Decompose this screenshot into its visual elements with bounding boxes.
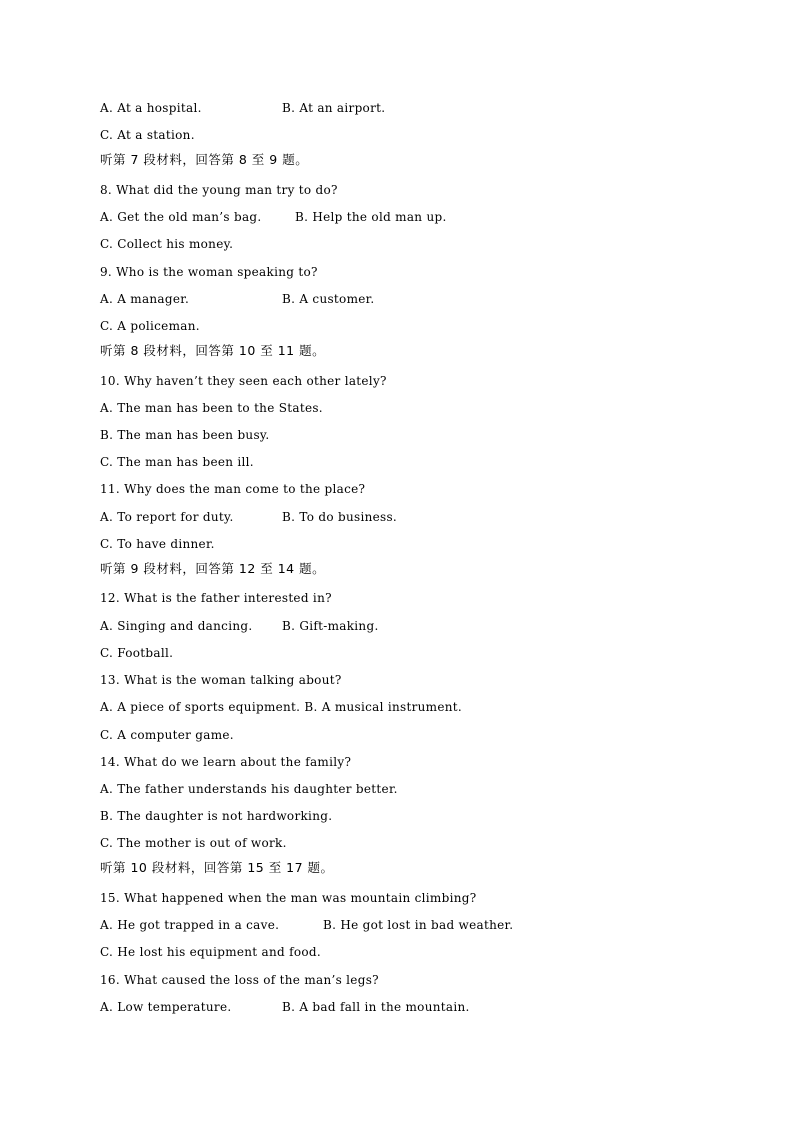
question-line: 12. What is the father interested in? [100, 591, 332, 605]
option-line: C. To have dinner. [100, 537, 215, 551]
option-line: C. He lost his equipment and food. [100, 945, 322, 959]
option-line: A. To report for duty. B. To do business. [100, 510, 398, 524]
section-heading: 听第 7 段材料，回答第 8 至 9 题。 [100, 152, 309, 167]
option-line: C. Football. [100, 646, 174, 660]
question-line: 15. What happened when the man was mountain climbing? [100, 891, 477, 905]
option-line: C. The mother is out of work. [100, 836, 287, 850]
option-line: A. A piece of sports equipment. B. A musical instrument. [100, 700, 463, 714]
option-line: A. At a hospital. B. At an airport. [100, 101, 386, 115]
option-line: B. The man has been busy. [100, 428, 270, 442]
section-heading: 听第 8 段材料，回答第 10 至 11 题。 [100, 343, 326, 358]
option-line: C. A policeman. [100, 319, 200, 333]
option-line: C. At a station. [100, 128, 195, 142]
option-line: A. Singing and dancing. B. Gift-making. [100, 619, 379, 633]
option-line: A. Get the old man’s bag. B. Help the old man up. [100, 210, 447, 224]
question-line: 13. What is the woman talking about? [100, 673, 342, 687]
question-line: 16. What caused the loss of the man’s legs? [100, 973, 379, 987]
question-line: 8. What did the young man try to do? [100, 183, 338, 197]
option-line: A. Low temperature. B. A bad fall in the mountain. [100, 1000, 470, 1014]
section-heading: 听第 10 段材料，回答第 15 至 17 题。 [100, 860, 334, 875]
option-line: A. The man has been to the States. [100, 401, 323, 415]
option-line: A. He got trapped in a cave. B. He got lost in bad weather. [100, 918, 514, 932]
section-heading: 听第 9 段材料，回答第 12 至 14 题。 [100, 561, 326, 576]
question-line: 14. What do we learn about the family? [100, 755, 352, 769]
option-line: C. A computer game. [100, 728, 234, 742]
question-line: 10. Why haven’t they seen each other lately? [100, 374, 387, 388]
option-line: A. A manager. B. A customer. [100, 292, 375, 306]
question-line: 11. Why does the man come to the place? [100, 482, 366, 496]
question-line: 9. Who is the woman speaking to? [100, 265, 318, 279]
option-line: A. The father understands his daughter better. [100, 782, 398, 796]
option-line: B. The daughter is not hardworking. [100, 809, 333, 823]
option-line: C. Collect his money. [100, 237, 234, 251]
option-line: C. The man has been ill. [100, 455, 254, 469]
